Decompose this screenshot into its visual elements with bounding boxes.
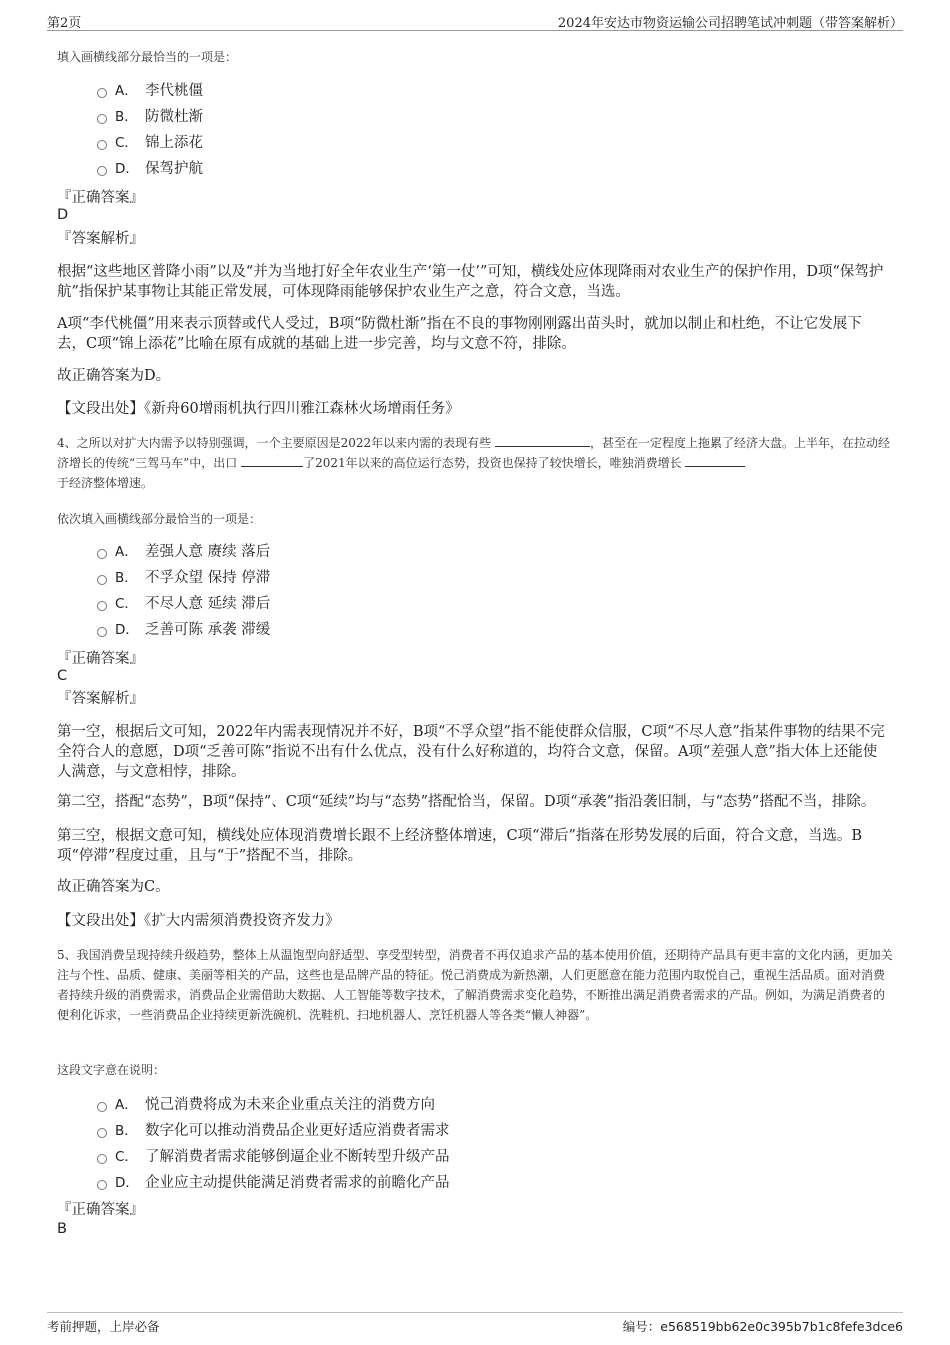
q4-answer: C [57,668,68,684]
q5-stem: 5、我国消费呈现持续升级趋势，整体上从温饱型向舒适型、享受型转型，消费者不再仅追求产品的基本使用价值，还期待产品具有更丰富的文化内涵，更加关注与个性、品质、健康、美丽等相关的产品，这些也是品牌产品的特征。悦己消费成为新热潮，人们更愿意在能力范围内取悦自己，重视生活品质。面对消费者持续升级的消费需求，消费品企业需借助大数据、人工智能等数字技术，了解消费需求变化趋势，不断推出满足消费者需求的产品。例如，为满足消费者的便利化诉求，一些消费品企业持续更新洗碗机、洗鞋机、扫地机器人、烹饪机器人等各类“懒人神器”。 [57,948,893,1022]
q4-stem: 4、之所以对扩大内需予以特别强调，一个主要原因是2022年以来内需的表现有些 ，甚至在一定程度上拖累了经济大盘。上半年，在拉动经济增长的传统“三驾马车”中，出口 了2021年以来的高位运行态势，投资也保持了较快增长，唯独消费增长 于经济整体增速。 [57,436,891,490]
q5-answer: B [57,1221,67,1237]
q4-analysis-2: 第二空，搭配“态势”，B项“保持”、C项“延续”均与“态势”搭配恰当，保留。D项“承袭”指沿袭旧制，与“态势”搭配不当，排除。 [57,794,876,810]
page-footer [47,1312,903,1334]
page-number: 第2页 [47,16,82,31]
q3-option-d[interactable]: D． 保驾护航 [97,158,203,180]
radio-icon[interactable] [97,114,107,124]
q4-option-a[interactable]: A． 差强人意 赓续 落后 [97,541,270,563]
q5-option-b[interactable]: B． 数字化可以推动消费品企业更好适应消费者需求 [97,1120,450,1142]
q4-analysis-label: 『答案解析』 [57,691,144,707]
radio-icon[interactable] [97,627,107,637]
footer-slogan: 考前押题，上岸必备 [47,1319,160,1334]
q3-source: 【文段出处】《新舟60增雨机执行四川雅江森林火场增雨任务》 [57,401,460,417]
q4-option-c[interactable]: C． 不尽人意 延续 滞后 [97,593,270,615]
radio-icon[interactable] [97,1102,107,1112]
radio-icon[interactable] [97,1154,107,1164]
answer-blank [495,434,590,447]
q5-option-c[interactable]: C． 了解消费者需求能够倒逼企业不断转型升级产品 [97,1146,450,1168]
q3-option-c[interactable]: C． 锦上添花 [97,132,203,154]
q5-option-d[interactable]: D． 企业应主动提供能满足消费者需求的前瞻化产品 [97,1172,450,1194]
q3-prompt: 填入画横线部分最恰当的一项是： [57,50,238,64]
q3-analysis-3: 故正确答案为D。 [57,368,171,384]
q4-analysis-3: 第三空，根据文意可知，横线处应体现消费增长跟不上经济整体增速，C项“滞后”指落在形势发展的后面，符合文意，当选。B项“停滞”程度过重，且与“于”搭配不当，排除。 [57,828,863,864]
q5-prompt: 这段文字意在说明： [57,1063,166,1077]
radio-icon[interactable] [97,166,107,176]
radio-icon[interactable] [97,549,107,559]
q3-option-a[interactable]: A． 李代桃僵 [97,80,203,102]
q4-source: 【文段出处】《扩大内需须消费投资齐发力》 [57,913,340,929]
radio-icon[interactable] [97,1128,107,1138]
q4-option-d[interactable]: D． 乏善可陈 承袭 滞缓 [97,619,270,641]
q3-answer-label: 『正确答案』 [57,190,144,206]
radio-icon[interactable] [97,1180,107,1190]
answer-blank [685,454,745,467]
answer-blank [241,454,303,467]
q3-option-b[interactable]: B． 防微杜渐 [97,106,203,128]
q4-option-b[interactable]: B． 不孚众望 保持 停滞 [97,567,270,589]
radio-icon[interactable] [97,140,107,150]
document-code: 编号：e568519bb62e0c395b7b1c8fefe3dce6 [622,1319,903,1334]
q5-answer-label: 『正确答案』 [57,1202,144,1218]
q3-analysis-label: 『答案解析』 [57,231,144,247]
radio-icon[interactable] [97,601,107,611]
radio-icon[interactable] [97,575,107,585]
q3-answer: D [57,207,69,223]
q3-analysis-1: 根据“这些地区普降小雨”以及“并为当地打好全年农业生产‘第一仗’”可知，横线处应体现降雨对农业生产的保护作用，D项“保驾护航”指保护某事物让其能正常发展，可体现降雨能够保护农业生产之意，符合文意，当选。 [57,264,884,300]
radio-icon[interactable] [97,88,107,98]
q5-option-a[interactable]: A． 悦己消费将成为未来企业重点关注的消费方向 [97,1094,435,1116]
q4-prompt: 依次填入画横线部分最恰当的一项是： [57,512,262,526]
q3-analysis-2: A项“李代桃僵”用来表示顶替或代人受过，B项“防微杜渐”指在不良的事物刚刚露出苗头时，就加以制止和杜绝，不让它发展下去，C项“锦上添花”比喻在原有成就的基础上进一步完善，均与文意不符，排除。 [57,316,862,352]
q4-analysis-1: 第一空，根据后文可知，2022年内需表现情况并不好，B项“不孚众望”指不能使群众信服，C项“不尽人意”指某件事物的结果不完全符合人的意愿，D项“乏善可陈”指说不出有什么优点，没有什么好称道的，均符合文意，保留。A项“差强人意”指大体上还能使人满意，与文意相悖，排除。 [57,724,885,780]
page-header [47,8,903,31]
q4-analysis-4: 故正确答案为C。 [57,879,170,895]
document-title: 2024年安达市物资运输公司招聘笔试冲刺题（带答案解析） [557,16,903,31]
q4-answer-label: 『正确答案』 [57,651,144,667]
